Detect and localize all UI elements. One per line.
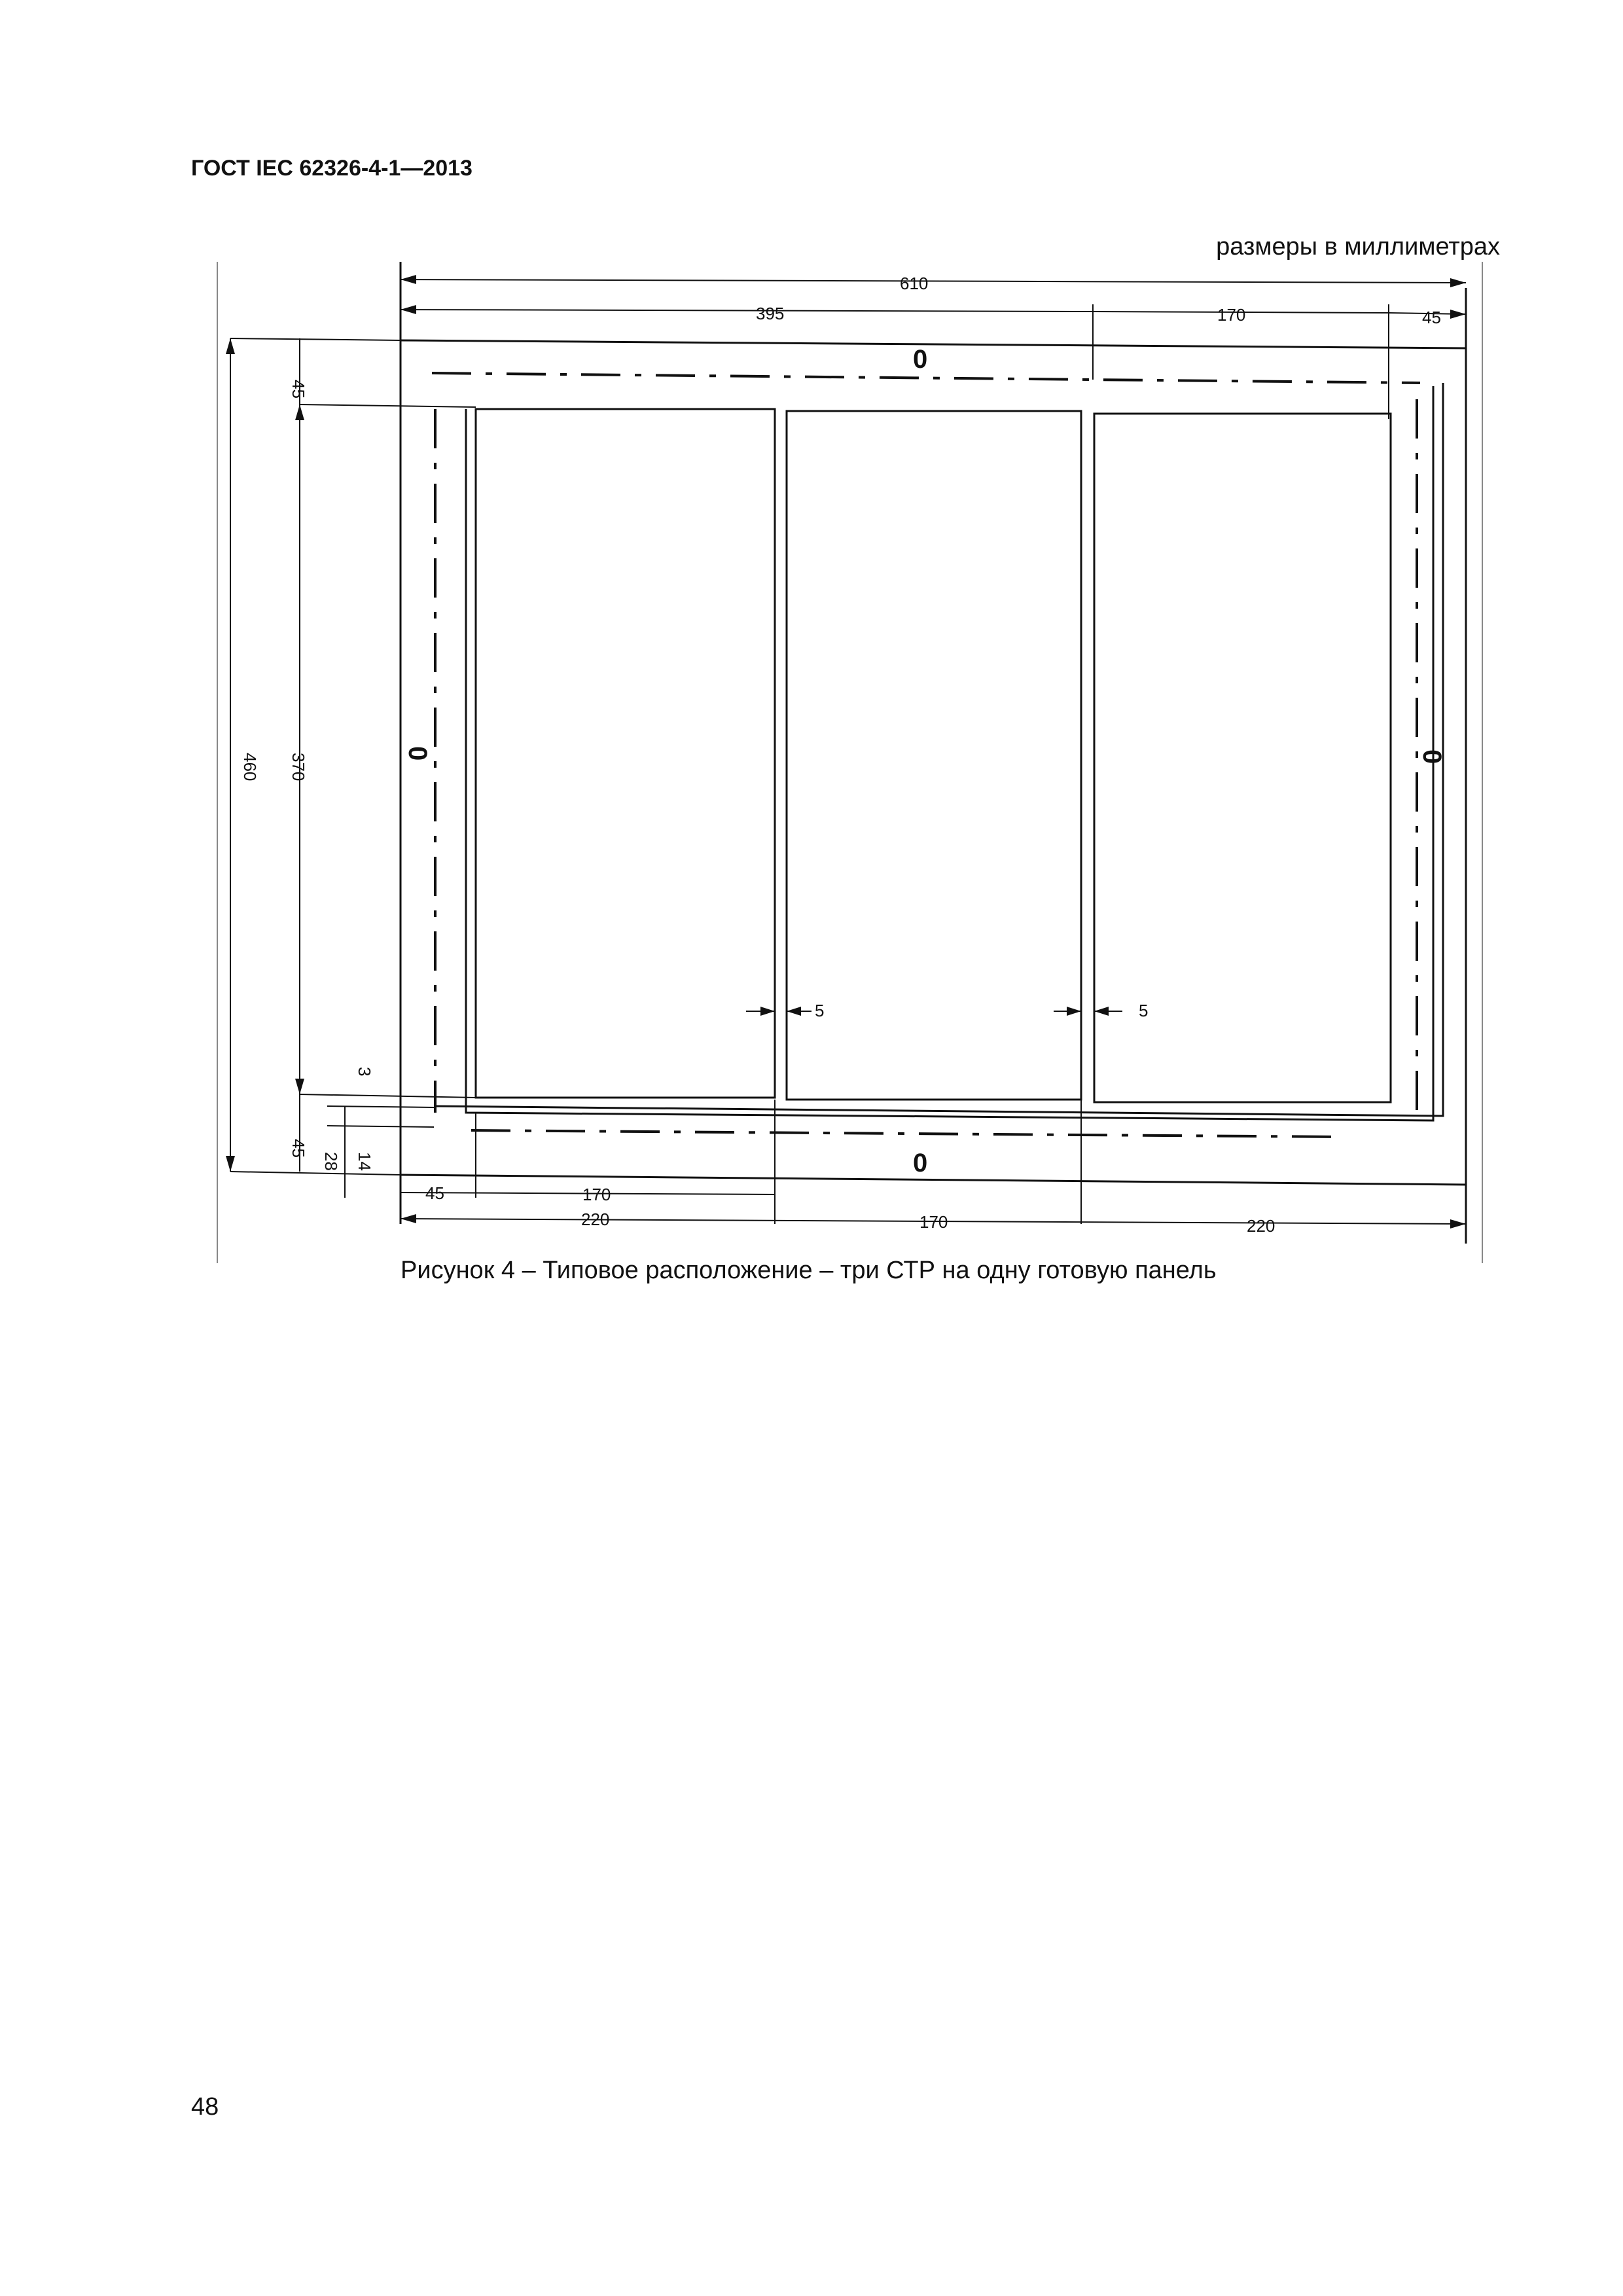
dim-line-395 (401, 310, 1093, 312)
centerline-label-bottom: 0 (913, 1149, 928, 1177)
dim-label-3: 3 (355, 1067, 374, 1077)
dim-label-45-bottom: 45 (289, 1139, 308, 1158)
figure-caption: Рисунок 4 – Типовое расположение – три СТР на одну готовую панель (401, 1257, 1217, 1284)
ext-line-460-top (230, 338, 401, 340)
ext-line-14 (327, 1126, 434, 1127)
dim-label-220-left: 220 (581, 1210, 610, 1229)
panel-middle (787, 411, 1081, 1100)
dim-label-220-right: 220 (1247, 1216, 1275, 1236)
outer-bottom-edge (401, 1175, 1466, 1185)
dim-label-610: 610 (900, 274, 929, 293)
dim-label-460: 460 (240, 753, 260, 781)
centerline-bottom (471, 1130, 1342, 1137)
dim-label-370: 370 (289, 753, 308, 781)
dim-label-170-bottom-left: 170 (582, 1185, 611, 1204)
dim-label-5-left: 5 (815, 1001, 825, 1020)
centerline-label-left: 0 (403, 746, 432, 761)
dim-label-45-top: 45 (289, 380, 308, 399)
centerline-label-right: 0 (1418, 749, 1446, 764)
centerlines (432, 373, 1420, 1137)
ext-line-460-bottom (230, 1172, 401, 1175)
dim-label-14: 14 (355, 1152, 374, 1171)
page-number: 48 (191, 2093, 219, 2121)
dim-label-170-top: 170 (1217, 305, 1246, 325)
inner-frame-outer (434, 383, 1443, 1116)
inner-frame (466, 386, 1433, 1121)
dim-label-28: 28 (321, 1152, 341, 1171)
ext-line-370-bottom (300, 1094, 476, 1098)
centerline-top (432, 373, 1420, 383)
dim-label-395: 395 (756, 304, 785, 323)
panel-right (1094, 414, 1391, 1102)
panel-left (476, 409, 775, 1098)
document-header: ГОСТ IEC 62326-4-1—2013 (191, 156, 473, 181)
dim-label-45-bottom-left: 45 (425, 1183, 444, 1203)
dim-line-610 (401, 279, 1466, 283)
dim-label-5-right: 5 (1139, 1001, 1149, 1020)
dim-label-170-bottom-mid: 170 (919, 1212, 948, 1232)
dim-label-45-right: 45 (1422, 308, 1441, 327)
ext-line-3 (327, 1106, 434, 1107)
ext-line-370-top (300, 404, 476, 407)
outer-top-edge (401, 340, 1466, 348)
units-note: размеры в миллиметрах (1216, 233, 1500, 260)
centerline-label-top: 0 (913, 345, 928, 374)
